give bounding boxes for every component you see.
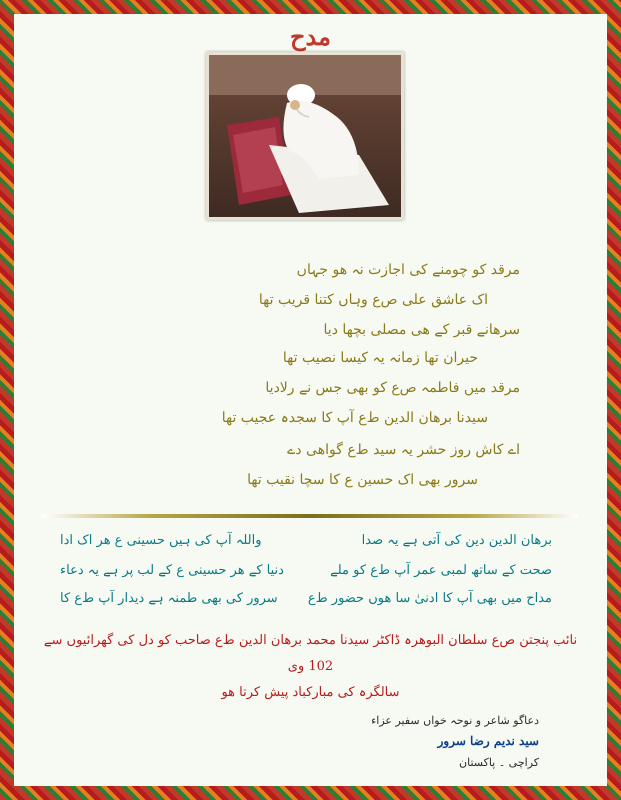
poem-line: سرور بھی اک حسین ع کا سچا نقیب تھا — [247, 472, 478, 488]
signature-block — [371, 710, 539, 773]
poem-line: اک عاشق علی ص‌ع وہاں کتنا قریب تھا — [258, 292, 488, 308]
couplet-second-half: دنیا کے ھر حسینی ع کے لب پر ہے یہ دعاء — [60, 563, 284, 578]
signature-name: سید ندیم رضا سرور — [437, 734, 539, 748]
tribute-line: نائب پنجتن ص‌ع سلطان البوھرہ ڈاکٹر سیدنا محمد برھان الدین ط‌ع صاحب کو دل کی گھرائیوں سے 102 وی — [43, 633, 578, 674]
birthday-tribute — [40, 628, 581, 706]
poem-line: حیران تھا زمانہ یہ کیسا نصیب تھا — [282, 350, 478, 366]
poem-line: مرقد میں فاطمہ ص‌ع کو بھی جس نے رلادیا — [265, 380, 520, 396]
couplet-first-half: مداح میں بھی آپ کا ادنیٰ سا ھوں حضور ط‌ع — [307, 591, 552, 606]
poem-line: مرقد کو چومنے کی اجازت نہ ھو جہاں — [296, 262, 520, 278]
couplet-first-half: صحت کے ساتھ لمبی عمر آپ ط‌ع کو ملے — [330, 563, 552, 578]
poem — [40, 0, 560, 500]
signature-intro: دعاگو شاعر و نوحہ خواں سفیر عزاء — [371, 714, 539, 727]
signature-place: کراچی ۔ پاکستان — [459, 756, 539, 769]
couplet-second-half: واللہ آپ کی ہیں حسینی ع ھر اک ادا — [60, 533, 262, 548]
poem-line: سرھانے قبر کے ھی مصلی بچھا دیا — [323, 322, 520, 338]
gold-divider — [42, 514, 578, 518]
poem-line: اے کاش روز حشر یہ سید ط‌ع گواھی دے — [287, 442, 520, 458]
couplet-first-half: برھان الدین دین کی آتی ہے یہ صدا — [361, 533, 552, 548]
tribute-line: سالگرہ کی مبارکباد پیش کرتا ھو — [221, 685, 400, 700]
page-title: مدح — [290, 22, 331, 51]
couplet-second-half: سرور کی بھی طمنہ ہے دیدار آپ ط‌ع کا — [60, 591, 278, 606]
poem-line: سیدنا برھان الدین ط‌ع آپ کا سجدہ عجیب تھا — [221, 410, 488, 426]
